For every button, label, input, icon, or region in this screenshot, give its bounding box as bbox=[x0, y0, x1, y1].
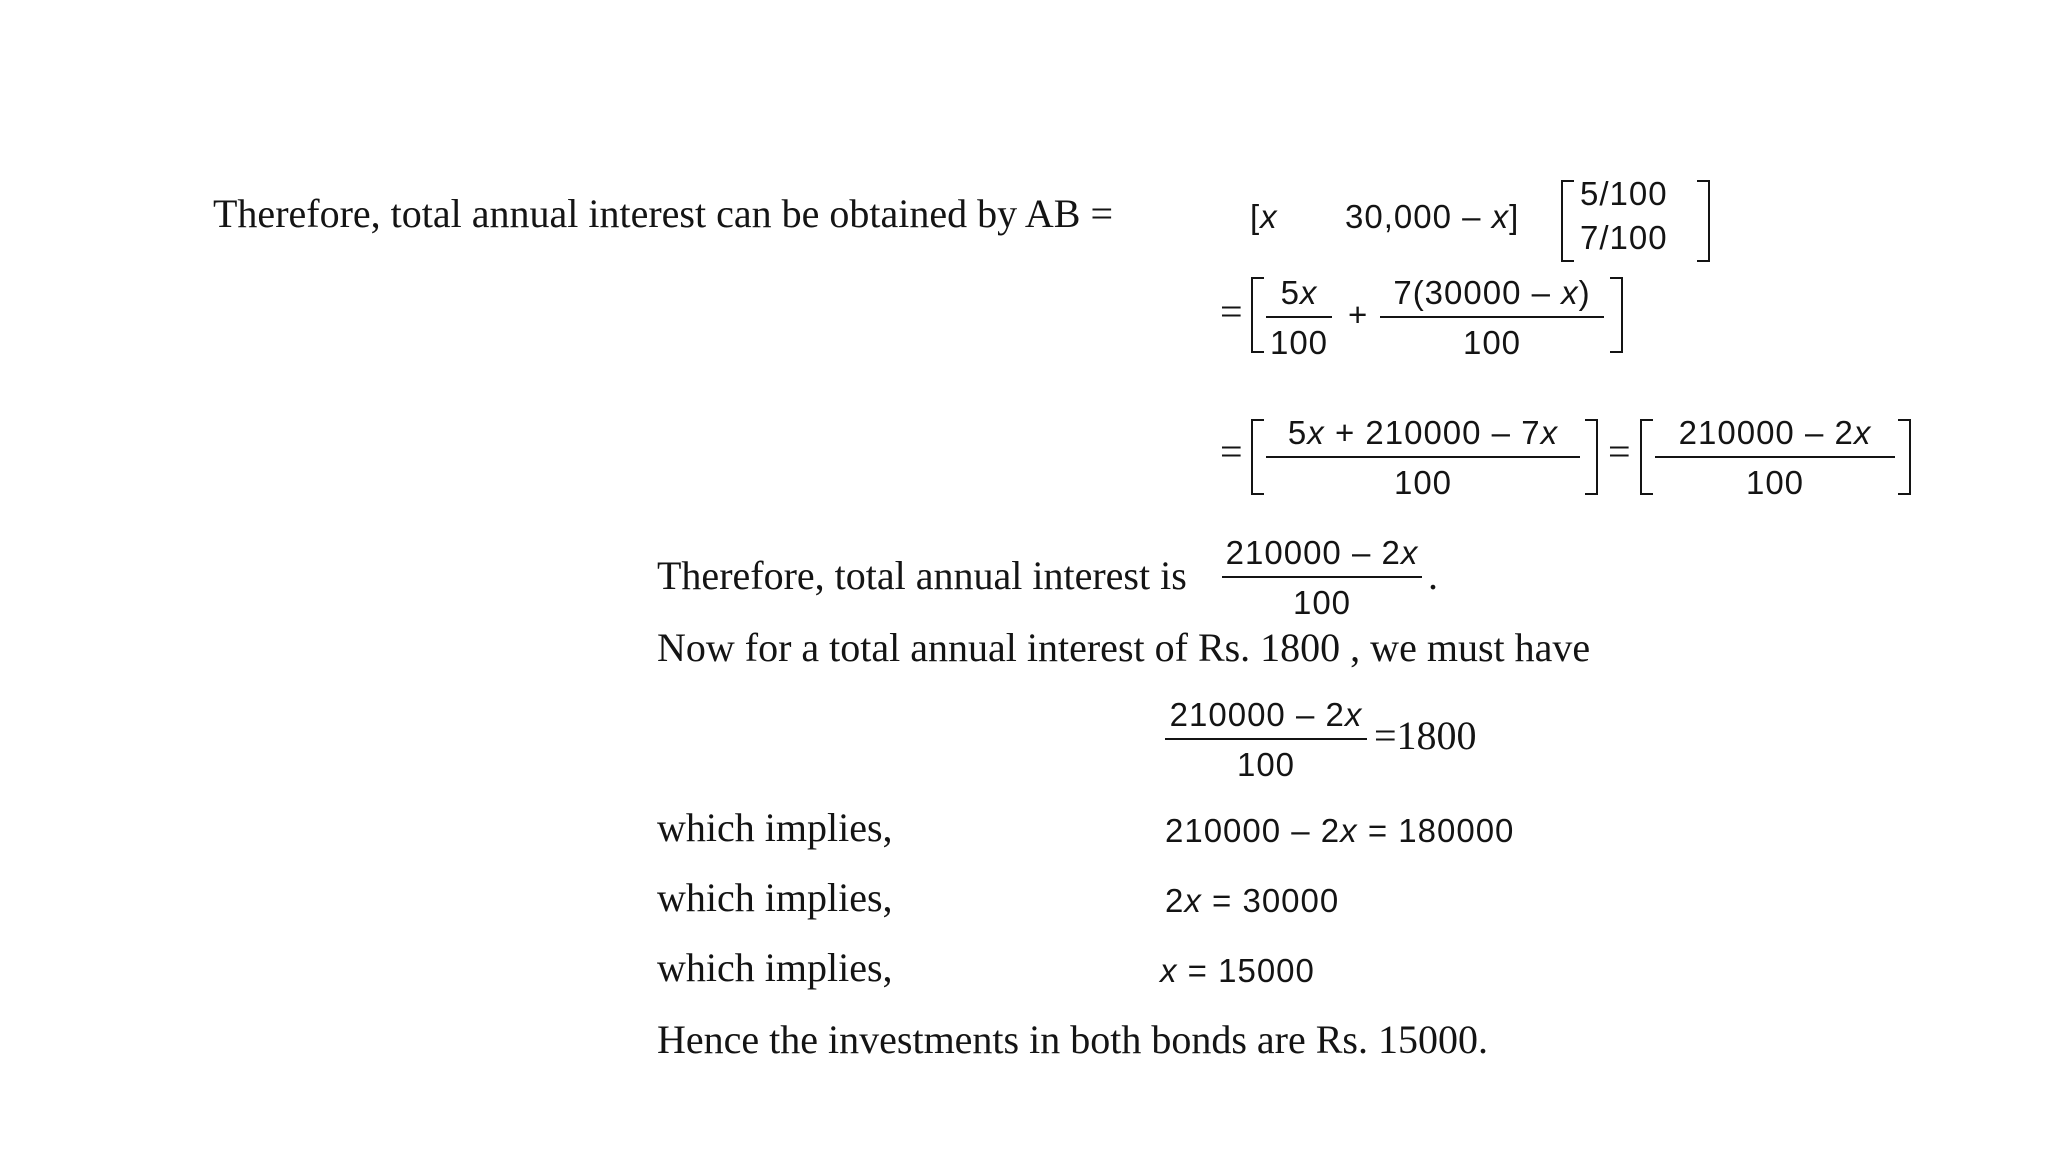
line5-text: Now for a total annual interest of Rs. 1800 , we must have bbox=[657, 625, 1591, 670]
column-entry-bottom: 7/100 bbox=[1580, 219, 1668, 256]
fraction-numerator: 7(30000 – x) bbox=[1393, 274, 1591, 311]
line3-fraction-1 bbox=[1266, 414, 1580, 502]
line2-fraction-2 bbox=[1380, 274, 1604, 362]
row-entry-b: 30,000 – bbox=[1345, 198, 1482, 235]
line3-fraction-2 bbox=[1655, 414, 1895, 502]
line6-fraction bbox=[1165, 696, 1367, 784]
line4-period: . bbox=[1428, 553, 1438, 598]
line3-left-bracket-2 bbox=[1640, 419, 1653, 495]
line2-plus: + bbox=[1348, 296, 1369, 333]
fraction-numerator: 210000 – 2x bbox=[1169, 696, 1363, 733]
fraction-numerator: 210000 – 2x bbox=[1225, 534, 1419, 571]
column-entry-top: 5/100 bbox=[1580, 175, 1668, 212]
fraction-denominator: 100 bbox=[1292, 584, 1352, 621]
conclusion-text: Hence the investments in both bonds are Rs. 15000. bbox=[657, 1017, 1488, 1062]
step-2-equation: 2x = 30000 bbox=[1165, 882, 1340, 919]
line3-right-bracket-2 bbox=[1898, 419, 1911, 495]
line1-prefix: Therefore, total annual interest can be obtained by AB = bbox=[213, 191, 1114, 236]
line3-left-bracket-1 bbox=[1251, 419, 1264, 495]
row-open-bracket: [ bbox=[1250, 198, 1261, 235]
step-1-label: which implies, bbox=[657, 805, 893, 850]
fraction-denominator: 100 bbox=[1236, 746, 1296, 783]
line2-right-bracket bbox=[1610, 277, 1623, 353]
line6-rhs: =1800 bbox=[1374, 713, 1477, 758]
line4-fraction bbox=[1222, 534, 1422, 622]
fraction-numerator: 210000 – 2x bbox=[1678, 414, 1872, 451]
fraction-numerator: 5x bbox=[1280, 274, 1318, 311]
step-2-label: which implies, bbox=[657, 875, 893, 920]
line4-text: Therefore, total annual interest is bbox=[657, 553, 1187, 598]
line3-right-bracket-1 bbox=[1585, 419, 1598, 495]
row-entry-x: x bbox=[1260, 198, 1278, 235]
fraction-numerator: 5x + 210000 – 7x bbox=[1287, 414, 1559, 451]
line2-fraction-1 bbox=[1266, 274, 1332, 362]
line3-equals-1: = bbox=[1220, 429, 1243, 474]
row-matrix-second bbox=[1345, 198, 1519, 236]
fraction-denominator: 100 bbox=[1745, 464, 1805, 501]
row-entry-x2: x bbox=[1491, 198, 1510, 235]
column-matrix-right-bracket bbox=[1697, 180, 1710, 262]
fraction-denominator: 100 bbox=[1462, 324, 1522, 361]
step-3-label: which implies, bbox=[657, 945, 893, 990]
row-close-bracket: ] bbox=[1509, 198, 1520, 235]
step-3-equation: x = 15000 bbox=[1160, 952, 1315, 989]
line2-left-bracket bbox=[1251, 277, 1264, 353]
fraction-denominator: 100 bbox=[1269, 324, 1329, 361]
line3-equals-2: = bbox=[1608, 429, 1631, 474]
row-matrix bbox=[1250, 198, 1278, 236]
fraction-denominator: 100 bbox=[1393, 464, 1453, 501]
column-matrix-left-bracket bbox=[1561, 180, 1574, 262]
step-1-equation: 210000 – 2x = 180000 bbox=[1165, 812, 1515, 849]
line2-equals: = bbox=[1220, 289, 1243, 334]
